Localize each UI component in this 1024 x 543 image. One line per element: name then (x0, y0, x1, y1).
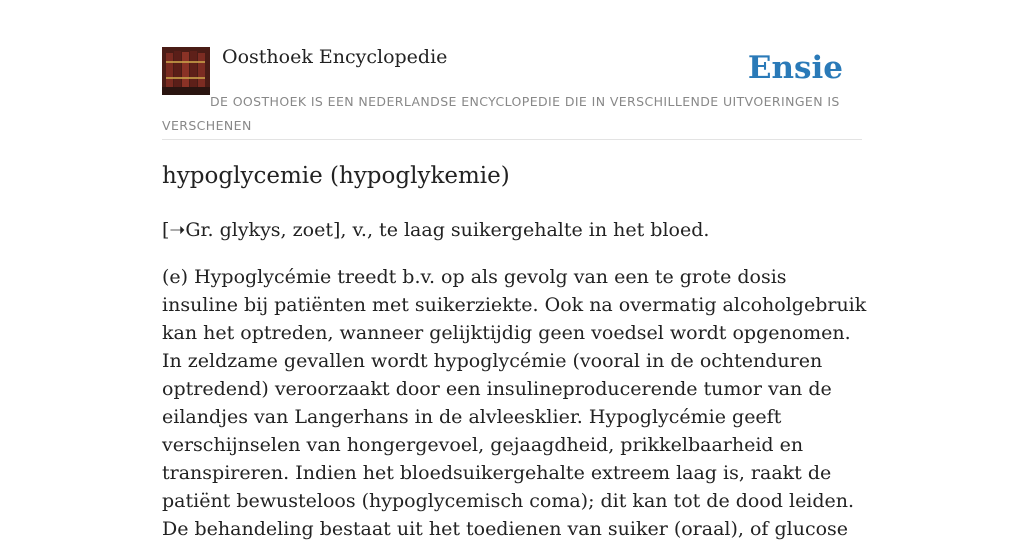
brand-logo-link[interactable]: Ensie (747, 50, 843, 86)
entry-etymology: [➝Gr. glykys, zoet], v., te laag suikergehalte in het bloed. (162, 219, 710, 241)
entry-body: (e) Hypoglycémie treedt b.v. op als gevolg van een te grote dosis insuline bij patiënten met suikerziekte. Ook na overmatig alcoholgebruik kan het optreden, wanneer gelijktijdig geen voedsel wordt opgenomen. In zeldzame gevallen wordt hypoglycémie (vooral in de ochtenduren optredend) veroorzaakt door een insulineproducerende tumor van de eilandjes van Langerhans in de alvleesklier. Hypoglycémie geeft verschijnselen van hongergevoel, gejaagdheid, prikkelbaarheid en transpireren. Indien het bloedsuikergehalte extreem laag is, raakt de patiënt bewusteloos (hypoglycemisch coma); dit kan tot de dood leiden. De behandeling bestaat uit het toedienen van suiker (oraal), of glucose (162, 266, 867, 540)
encyclopedia-books-icon[interactable] (162, 47, 210, 95)
site-name-link[interactable]: Oosthoek Encyclopedie (222, 46, 448, 68)
header-divider (162, 139, 862, 140)
entry-title: hypoglycemie (hypoglykemie) (162, 163, 510, 189)
site-tagline: DE OOSTHOEK IS EEN NEDERLANDSE ENCYCLOPEDIE DIE IN VERSCHILLENDE UITVOERINGEN IS VERSCHENEN (162, 94, 840, 133)
